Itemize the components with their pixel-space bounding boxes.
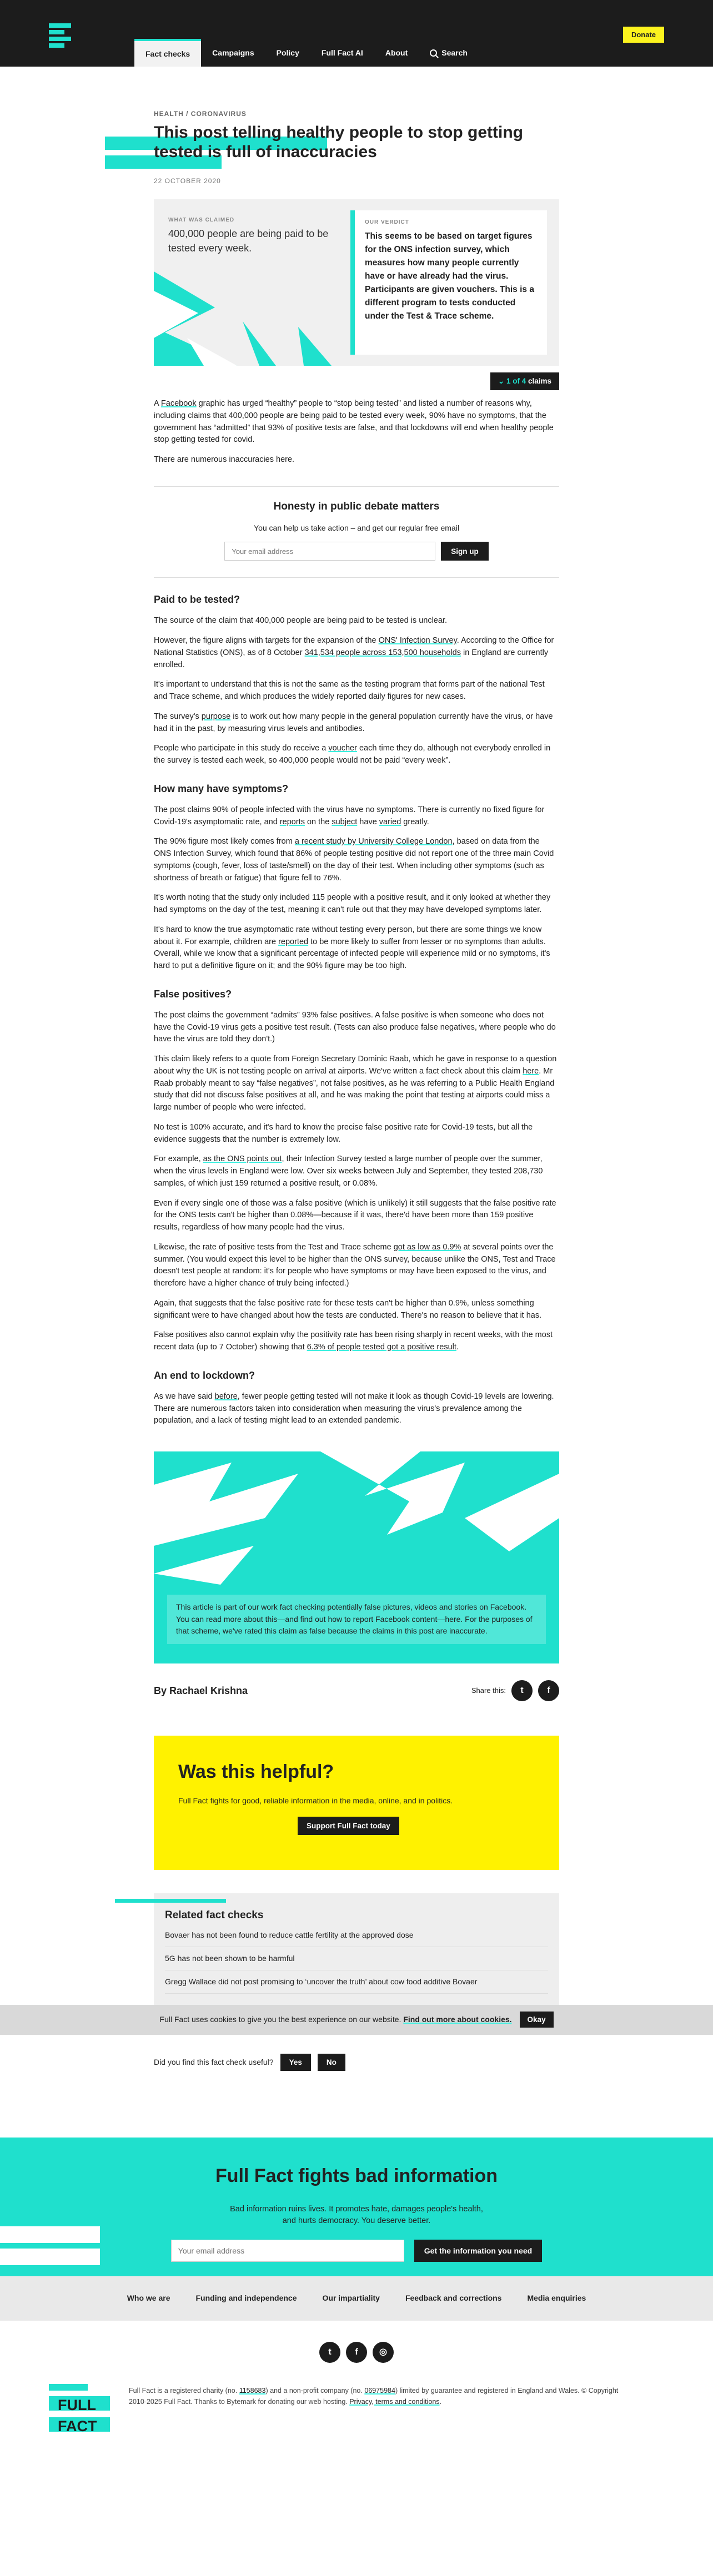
cookie-text: Full Fact uses cookies to give you the best experience on our website. Find out more about cookies. — [159, 2015, 512, 2024]
footer-copyright: Full Fact is a registered charity (no. 1158683) and a non-profit company (no. 06975984) limited by guarantee and registered in England and Wales. © Copyright 2010-2025 Full Fact. Thanks to Bytemark for donating our web hosting. Privacy, terms and conditions. — [129, 2386, 619, 2406]
promo-text: This article is part of our work fact checking potentially false pictures, videos and stories on Facebook. You can read more about this—and find out how to report Facebook content—here. For the purposes of that scheme, we've rated this claim as false because the claims in this post are inaccurate. — [167, 1595, 546, 1644]
full-fact-logo[interactable] — [49, 23, 71, 48]
cta-title: Full Fact fights bad information — [215, 2165, 498, 2186]
footer-social — [0, 2342, 713, 2363]
paragraph: The 90% figure most likely comes from a recent study by University College London, based on data from the ONS Infection Survey, which found that 86% of people testing positive did not report one of the three main Covid symptoms (cough, fever, loss of taste/smell) on the day of their test. When including other symptoms (such as shortness of breath or fatigue) that figure fell to 76%. — [154, 837, 554, 883]
ons-points-out-link[interactable]: as the ONS points out — [203, 1155, 282, 1164]
nav-about[interactable]: About — [385, 48, 408, 57]
yes-button[interactable]: Yes — [280, 2054, 311, 2071]
paragraph: The post claims 90% of people infected with the virus have no symptoms. There is currently no fixed figure for Covid-19's asymptomatic rate, and reports on the subject have varied greatly. — [154, 805, 545, 826]
support-button[interactable]: Support Full Fact today — [298, 1817, 399, 1835]
helpful-title: Was this helpful? — [178, 1761, 334, 1782]
footer-logo[interactable] — [49, 2384, 110, 2442]
paragraph: Likewise, the rate of positive tests from the Test and Trace scheme got as low as 0.9% at several points over the summer. (You would expect this level to be higher than the ONS survey, because unlike the ONS, Test and Trace doesn't test people at random: it's for people who have symptoms or may have been exposed to the virus, and therefore have a higher chance of truly being infected.) — [154, 1242, 556, 1288]
section-heading-paid: Paid to be tested? — [154, 594, 240, 606]
verdict-text: This seems to be based on target figures for the ONS infection survey, which measures how many people currently have or have already had the virus. Participants are given vouchers. This is a different program to tests conducted under the Test & Trace scheme. — [365, 231, 534, 321]
paragraph: The source of the claim that 400,000 people are being paid to be tested is unclear. — [154, 616, 447, 626]
positivity-link[interactable]: 6.3% of people tested got a positive result — [307, 1343, 456, 1352]
facebook-link[interactable]: Facebook — [160, 399, 197, 408]
facebook-icon[interactable]: f — [538, 1680, 559, 1701]
intro-paragraph: A Facebook graphic has urged “healthy” people to “stop being tested” and listed a number of reasons why, including claims that 400,000 people are being paid to be tested every week, 90% have no symptoms, that the government has “admitted” that 93% of positive tests are false, and that lockdowns will end when healthy people stop getting tested for covid. — [154, 399, 554, 445]
site-header — [0, 0, 713, 67]
company-number-link[interactable]: 06975984 — [364, 2386, 395, 2394]
footer-bottom — [49, 2380, 664, 2446]
claim-label: WHAT WAS CLAIMED — [168, 217, 235, 223]
helpful-panel — [154, 1736, 559, 1870]
nav-search-label: Search — [441, 48, 468, 57]
nav-fact-checks[interactable]: Fact checks — [134, 39, 201, 67]
voucher-link[interactable]: voucher — [328, 744, 357, 753]
before-link[interactable]: before — [214, 1392, 238, 1401]
low-rate-link[interactable]: got as low as 0.9% — [393, 1242, 461, 1252]
donate-button[interactable]: Donate — [623, 27, 664, 43]
share-label: Share this: — [471, 1686, 506, 1695]
intro-paragraph-2: There are numerous inaccuracies here. — [154, 455, 295, 464]
claim-text: 400,000 people are being paid to be tested every week. — [168, 228, 329, 254]
footer-cta — [0, 2138, 713, 2276]
footer-link-funding[interactable]: Funding and independence — [195, 2293, 297, 2302]
section-heading-false-positives: False positives? — [154, 988, 232, 1000]
cta-email-input[interactable] — [171, 2240, 404, 2262]
reports-link[interactable]: reports — [279, 817, 305, 826]
newsletter-text: You can help us take action – and get our regular free email — [254, 523, 459, 533]
related-link[interactable]: Gregg Wallace did not post promising to ‘uncover the truth’ about cow food additive Bovaer — [165, 1970, 548, 1994]
main-nav — [134, 39, 479, 67]
paragraph: People who participate in this study do receive a voucher each time they do, although not everybody enrolled in the survey is tested each week, so 400,000 people would not be paid “every week”. — [154, 744, 551, 765]
paragraph: This claim likely refers to a quote from Foreign Secretary Dominic Raab, which he gave in response to a question about why the UK is not testing people on arrival at airports. We've written a fact check about this claim here. Mr Raab probably meant to say “false negatives”, not false positives, as he was referring to a Public Health England study that did not discuss false positives at all, and he was making the point that testing at airports could miss a large number of people who were infected. — [154, 1055, 557, 1112]
section-heading-symptoms: How many have symptoms? — [154, 783, 289, 794]
section-heading-lockdown: An end to lockdown? — [154, 1369, 255, 1381]
charity-number-link[interactable]: 1158683 — [239, 2386, 266, 2394]
varied-link[interactable]: varied — [379, 817, 401, 826]
newsletter-email-input[interactable] — [224, 542, 435, 561]
footer-links — [0, 2276, 713, 2321]
nav-policy[interactable]: Policy — [276, 48, 299, 57]
newsletter-form — [154, 542, 559, 561]
breadcrumb[interactable]: HEALTH / CORONAVIRUS — [154, 110, 247, 118]
claims-word: claims — [528, 377, 551, 385]
cta-submit-button[interactable]: Get the information you need — [414, 2240, 542, 2262]
paragraph: The survey's purpose is to work out how many people in the general population currently have the virus, or have had it in the past, by measuring virus levels and antibodies. — [154, 712, 553, 733]
footer-link-impartiality[interactable]: Our impartiality — [322, 2293, 380, 2302]
related-fact-checks — [154, 1893, 559, 2005]
claims-nav — [154, 372, 559, 390]
subject-link[interactable]: subject — [332, 817, 358, 826]
share-bar — [471, 1680, 559, 1701]
footer-link-who-we-are[interactable]: Who we are — [127, 2293, 170, 2302]
footer-logo-word-2: FACT — [58, 2417, 97, 2434]
newsletter-signup — [154, 486, 559, 578]
paragraph: No test is 100% accurate, and it's hard to know the precise false positive rate for Covid-19 tests, but all the evidence suggests that the number is extremely low. — [154, 1122, 533, 1144]
verdict-label: OUR VERDICT — [365, 219, 409, 225]
sign-up-button[interactable]: Sign up — [441, 542, 489, 561]
cta-form — [0, 2240, 713, 2262]
paragraph: For example, as the ONS points out, their Infection Survey tested a large number of people over the summer, when the virus levels in England were low. Over six weeks between July and September, they tested 208,730 samples, of which just 159 returned a positive result, or 0.08%. — [154, 1155, 543, 1188]
related-link[interactable]: 5G has not been shown to be harmful — [165, 1947, 548, 1970]
here-link[interactable]: here — [523, 1066, 539, 1076]
paragraph: Even if every single one of those was a false positive (which is unlikely) it still suggests that the false positive rate for the ONS tests can't be higher than 0.08%—because if it was, there'd have been more than 159 positive results, regardless of how many people had the virus. — [154, 1198, 556, 1232]
footer-logo-word-1: FULL — [58, 2396, 96, 2413]
nav-search[interactable] — [419, 39, 479, 67]
nav-full-fact-ai[interactable]: Full Fact AI — [321, 48, 363, 57]
purpose-link[interactable]: purpose — [201, 712, 231, 721]
paragraph: However, the figure aligns with targets for the expansion of the ONS' Infection Survey. According to the Office for National Statistics (ONS), as of 8 October 341,534 people across 153,500 households in England are currently enrolled. — [154, 636, 554, 669]
intro-text: graphic has urged “healthy” people to “stop being tested” and listed a number of reasons why, including claims that 400,000 people are being paid to be tested every week, 90% have no symptoms, that the government has “admitted” that 93% of positive tests are false, and that lockdowns will end when healthy people stop getting tested for covid. — [154, 399, 554, 445]
reported-link[interactable]: reported — [278, 937, 309, 946]
cookie-link[interactable]: Find out more about cookies. — [403, 2015, 512, 2024]
related-stripe — [115, 1899, 226, 1903]
newsletter-title: Honesty in public debate matters — [273, 500, 440, 512]
paragraph: Again, that suggests that the false positive rate for these tests can't be higher than 0.9%, unless something significant were to have changed about how the tests are conducted. There's no reason to believe that it has. — [154, 1298, 542, 1320]
footer-link-media[interactable]: Media enquiries — [527, 2293, 586, 2302]
paragraph: As we have said before, fewer people getting tested will not make it look as though Covid-19 levels are lowering. There are numerous factors taken into consideration when measuring the virus's prevalence among the population, and a lack of testing might lead to an extended pandemic. — [154, 1392, 554, 1425]
author-name: By Rachael Krishna — [154, 1685, 248, 1696]
facebook-scheme-promo — [154, 1451, 559, 1663]
footer-link-feedback[interactable]: Feedback and corrections — [405, 2293, 502, 2302]
byline — [154, 1680, 559, 1701]
useful-question: Did you find this fact check useful? — [154, 2057, 274, 2066]
title-block — [154, 123, 559, 162]
verdict-panel — [350, 210, 547, 355]
households-link[interactable]: 341,534 people across 153,500 households — [304, 648, 461, 657]
claim-verdict-box — [154, 199, 559, 366]
instagram-icon[interactable]: ◎ — [373, 2342, 394, 2363]
paragraph: The post claims the government “admits” 93% false positives. A false positive is when someone who does not have the Covid-19 virus gets a positive test result. (Tests can also produce false negatives, where people who do have the virus are told they don't.) — [154, 1010, 556, 1044]
no-button[interactable]: No — [318, 2054, 345, 2071]
publish-date: 22 OCTOBER 2020 — [154, 177, 221, 185]
page-title: This post telling healthy people to stop getting tested is full of inaccuracies — [154, 123, 523, 161]
privacy-link[interactable]: Privacy, terms and conditions — [349, 2397, 440, 2406]
ons-infection-survey-link[interactable]: ONS' Infection Survey — [378, 636, 457, 645]
chevron-down-icon: ⌄ — [498, 377, 505, 385]
article-container — [154, 109, 559, 2071]
related-link[interactable]: Bovaer has not been found to reduce cattle fertility at the approved dose — [165, 1924, 548, 1947]
helpful-text: Full Fact fights for good, reliable information in the media, online, and in politics. — [178, 1796, 453, 1805]
related-title: Related fact checks — [165, 1909, 264, 1921]
twitter-icon[interactable]: t — [511, 1680, 533, 1701]
useful-feedback — [154, 2054, 559, 2071]
claims-dropdown-button[interactable] — [490, 372, 559, 390]
nav-campaigns[interactable]: Campaigns — [212, 48, 254, 57]
facebook-icon[interactable]: f — [346, 2342, 367, 2363]
claims-count: 1 of 4 — [506, 377, 526, 385]
paragraph: False positives also cannot explain why the positivity rate has been rising sharply in recent weeks, with the most recent data (up to 7 October) showing that 6.3% of people tested got a positive result. — [154, 1330, 553, 1352]
paragraph: It's hard to know the true asymptomatic rate without testing every person, but there are some things we know about it. For example, children are reported to be more likely to suffer from lesser or no symptoms than adults. Overall, while we know that a significant percentage of infected people will experience mild or no symptoms, it's hard to put a definitive figure on it; and the 90% figure may be too high. — [154, 925, 550, 970]
cookie-banner — [0, 2005, 713, 2035]
search-icon — [430, 49, 437, 57]
paragraph: It's worth noting that the study only included 115 people with a positive result, and it only looked at whether they had symptoms on the day of the test, meaning it can't rule out that they may have developed symptoms later. — [154, 893, 551, 914]
paragraph: It's important to understand that this is not the same as the testing program that forms part of the national Test and Trace scheme, and which produces the widely reported daily figures for new cases. — [154, 680, 545, 701]
claim-panel — [168, 216, 340, 255]
cookie-okay-button[interactable]: Okay — [520, 2012, 554, 2028]
ucl-study-link[interactable]: a recent study by University College London — [294, 837, 453, 846]
twitter-icon[interactable]: t — [319, 2342, 340, 2363]
cta-text: Bad information ruins lives. It promotes hate, damages people's health, and hurts democracy. You deserve better. — [230, 2204, 483, 2226]
